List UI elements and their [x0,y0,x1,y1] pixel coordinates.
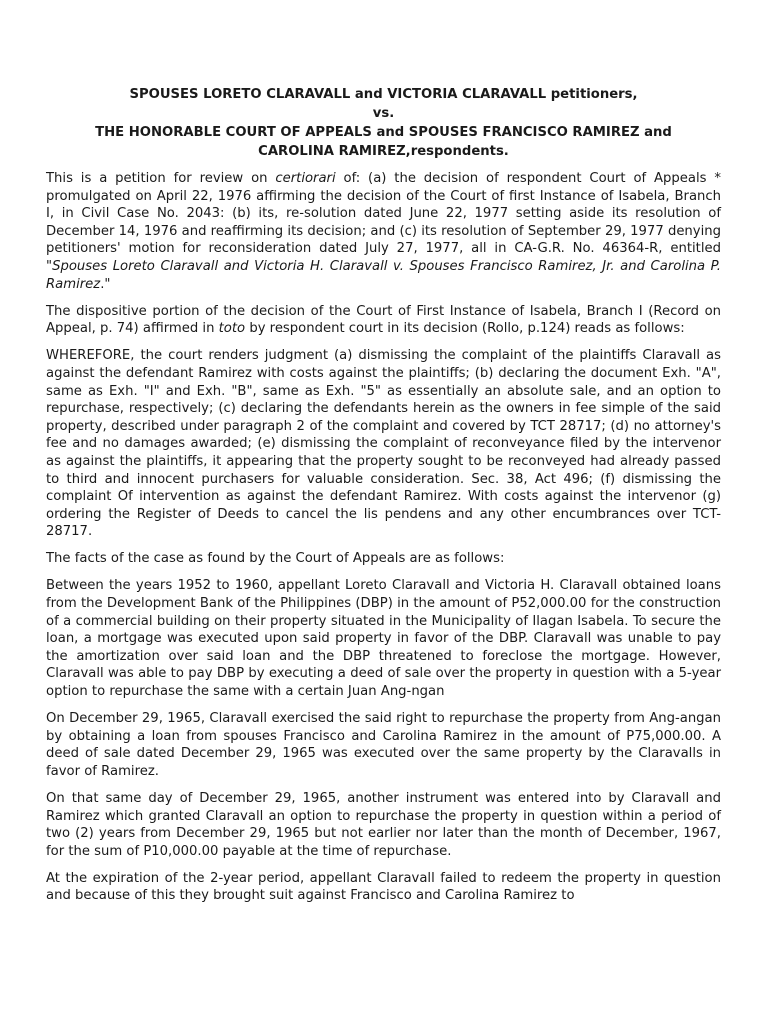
paragraph-option: On that same day of December 29, 1965, another instrument was entered into by Claravall and Ramirez which granted Claravall an option to repurchase the property in question within a period of two (2) years from December 29, 1965 but not earlier nor later than the month of December, 1967, for the sum of P10,000.00 payable at the time of repurchase. [46,791,721,859]
paragraph-text: This is a petition for review on [46,171,276,186]
case-title-respondents-line1: THE HONORABLE COURT OF APPEALS and SPOUSES FRANCISCO RAMIREZ and [95,125,672,140]
paragraph-wherefore: WHEREFORE, the court renders judgment (a) dismissing the complaint of the plaintiffs Claravall as against the defendant Ramirez with costs against the plaintiffs; (b) declaring the document Exh. "A", same as Exh. "I" and Exh. "B", same as Exh. "5" as essentially an absolute sale, and an option to repurchase, respectively; (c) declaring the defendants herein as the owners in fee simple of the said property, described under paragraph 2 of the complaint and covered by TCT 28717; (d) no attorney's fee and no damages awarded; (e) dismissing the complaint of reconveyance filed by the intervenor as against the plaintiffs, it appearing that the property sought to be reconveyed had already passed to third and innocent purchasers for valuable consideration. Sec. 38, Act 496; (f) dismissing the complaint Of intervention as against the defendant Ramirez. With costs against the intervenor (g) ordering the Register of Deeds to cancel the lis pendens and any other encumbrances over TCT-28717. [46,348,721,540]
paragraph-loans: Between the years 1952 to 1960, appellant Loreto Claravall and Victoria H. Claravall obtained loans from the Development Bank of the Philippines (DBP) in the amount of P52,000.00 for the construction of a commercial building on their property situated in the Municipality of Ilagan Isabela. To secure the loan, a mortgage was executed upon said property in favor of the DBP. Claravall was unable to pay the amortization over said loan and the DBP threatened to foreclose the mortgage. However, Claravall was able to pay DBP by executing a deed of sale over the property in question with a 5-year option to repurchase the same with a certain Juan Ang-ngan [46,578,721,700]
paragraph-petition [46,170,721,293]
case-title-petitioners: SPOUSES LORETO CLARAVALL and VICTORIA CLARAVALL petitioners, [129,87,638,102]
paragraph-expiration: At the expiration of the 2-year period, appellant Claravall failed to redeem the property in question and because of this they brought suit against Francisco and Carolina Ramirez to [46,870,721,904]
case-title-respondents-line2: CAROLINA RAMIREZ,respondents. [258,144,509,159]
paragraph-text: of: (a) the decision of respondent Court of Appeals * promulgated on April 22, 1976 affirming the decision of the Court of first Instance of Isabela, Branch I, in Civil Case No. 2043: (b) its, re-solution dated June 22, 1977 setting aside its resolution of December 14, 1976 and reaffirming its decision; and (c) its resolution of September 29, 1977 denying petitioners' motion for reconsideration dated July 27, 1977, all in CA-G.R. No. 46364-R, entitled " [46,171,721,274]
italic-term: toto [218,321,246,337]
case-title-versus: vs. [372,106,395,121]
paragraph-text: ." [100,276,111,292]
paragraph-text: by respondent court in its decision (Rollo, p.124) reads as follows: [245,321,685,337]
italic-case-name: Spouses Loreto Claravall and Victoria H. Claravall v. Spouses Francisco Ramirez, Jr. and Carolina P. Ramirez [46,258,721,292]
case-title [46,85,721,161]
paragraph-repurchase: On December 29, 1965, Claravall exercised the said right to repurchase the property from Ang-angan by obtaining a loan from spouses Francisco and Carolina Ramirez in the amount of P75,000.00. A deed of sale dated December 29, 1965 was executed over the same property by the Claravalls in favor of Ramirez. [46,711,721,779]
paragraph-text: The dispositive portion of the decision of the Court of First Instance of Isabela, Branch I (Record on Appeal, p. 74) affirmed in [46,303,721,337]
italic-term: certiorari [275,171,336,186]
paragraph-dispositive [46,303,721,338]
document-page [46,85,721,915]
paragraph-facts-intro: The facts of the case as found by the Court of Appeals are as follows: [46,551,505,567]
